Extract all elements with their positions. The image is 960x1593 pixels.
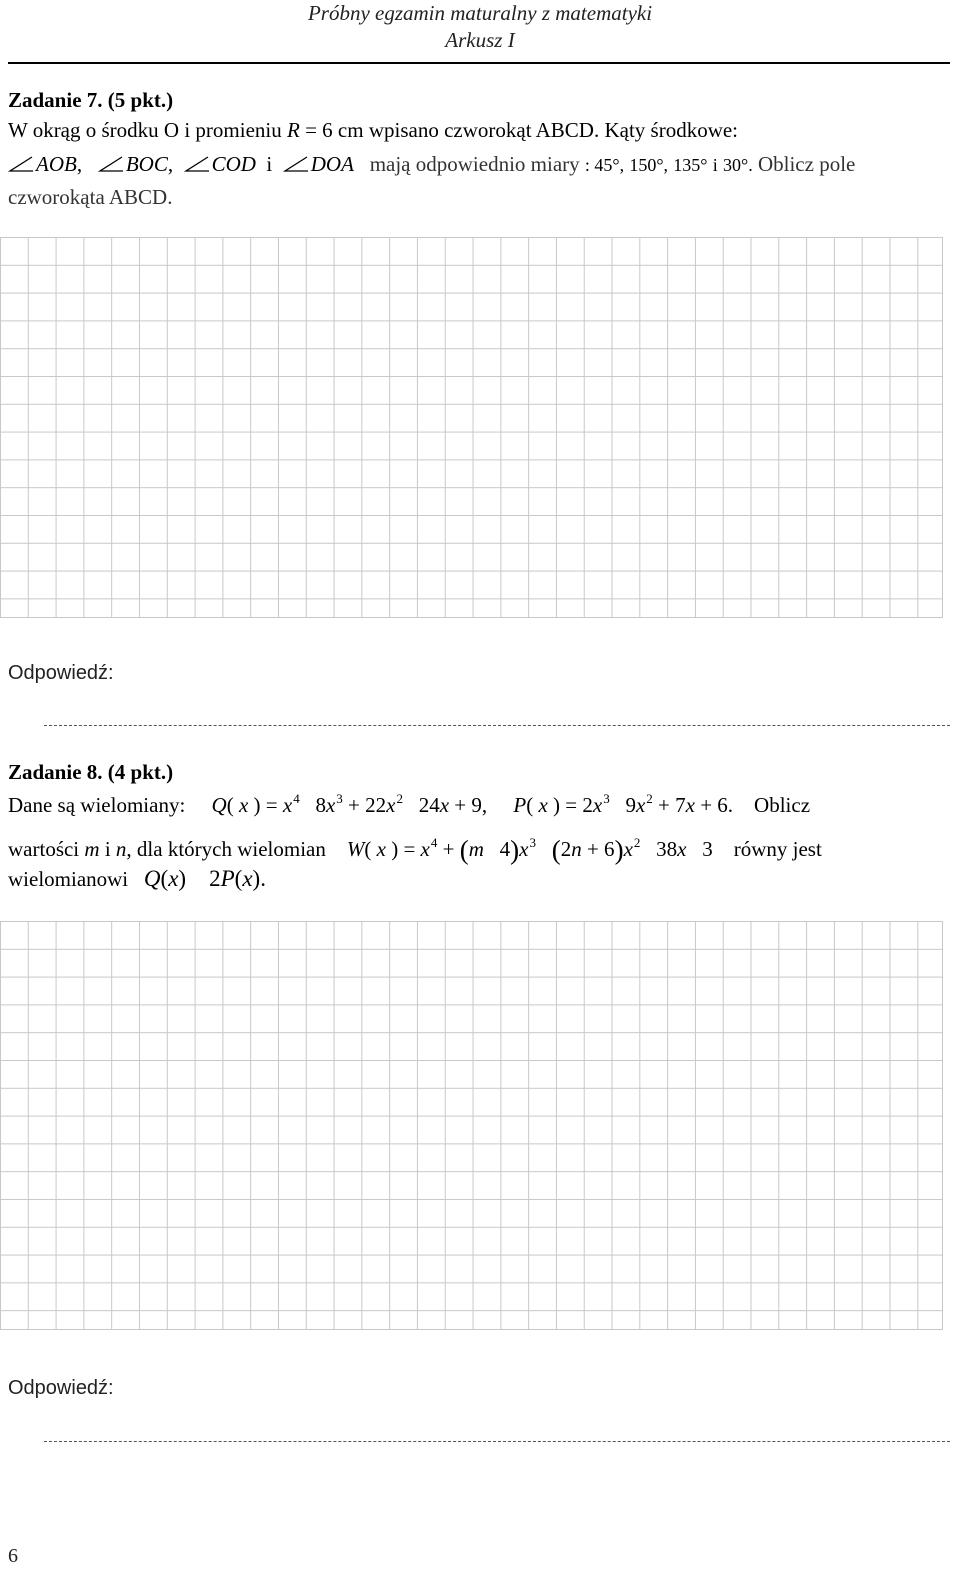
polynomial-w: W( x ) = $x^4 + (m$ $4)x^3$ $(2n + 6)x^2$ 38x 3 bbox=[346, 835, 713, 865]
polynomial-q: Q( x ) = $x^4$ $8x^3 + 22x^2$ 24x + 9, bbox=[211, 791, 488, 817]
angle-symbol-icon bbox=[184, 155, 210, 173]
polynomial-p: P( x ) = $2x^3$ $9x^2 + 7x + 6$. bbox=[513, 791, 734, 817]
page-header bbox=[0, 0, 960, 54]
expression-q-minus-2p: Q(x) 2P(x). bbox=[143, 866, 266, 891]
task8-line2: wartości m i n, dla których wielomian W( x ) = $x^4 + (m$ $4)x^3$ $(2n + 6)x^2$ 38x 3 równy jest bbox=[8, 835, 822, 865]
header-divider bbox=[8, 62, 950, 64]
task7-title: Zadanie 7. (5 pkt.) bbox=[8, 88, 174, 112]
angle-symbol-icon bbox=[283, 155, 309, 173]
task7-line2: AOB, BOC, COD i DOA mają odpowiednio miary : 45°, 150°, 135° i 30°. Oblicz pole bbox=[8, 152, 855, 177]
angle-symbol-icon bbox=[8, 155, 34, 173]
header-subtitle: Arkusz I bbox=[445, 28, 515, 52]
task7-work-grid bbox=[0, 237, 943, 618]
header-title: Próbny egzamin maturalny z matematyki bbox=[307, 1, 653, 25]
task8-work-grid bbox=[0, 921, 943, 1330]
angle-symbol-icon bbox=[98, 155, 124, 173]
page-number: 6 bbox=[8, 1545, 18, 1567]
task8-answer-line bbox=[44, 1441, 950, 1442]
task8-line3: wielomianowi Q(x) 2P(x). bbox=[8, 866, 266, 891]
task7-answer-line bbox=[44, 725, 950, 726]
task8-answer-label: Odpowiedź: bbox=[8, 1377, 114, 1399]
task8-title: Zadanie 8. (4 pkt.) bbox=[8, 760, 174, 784]
task7-line1: W okrąg o środku O i promieniu R = 6 cm wpisano czworokąt ABCD. Kąty środkowe: bbox=[8, 118, 739, 142]
task8-line1: Dane są wielomiany: Q( x ) = $x^4$ $8x^3 + 22x^2$ 24x + 9, P( x ) = $2x^3$ $9x^2 + 7x + 6$. Oblicz bbox=[8, 791, 811, 817]
task7-answer-label: Odpowiedź: bbox=[8, 662, 114, 684]
task7-line3: czworokąta ABCD. bbox=[8, 185, 173, 209]
